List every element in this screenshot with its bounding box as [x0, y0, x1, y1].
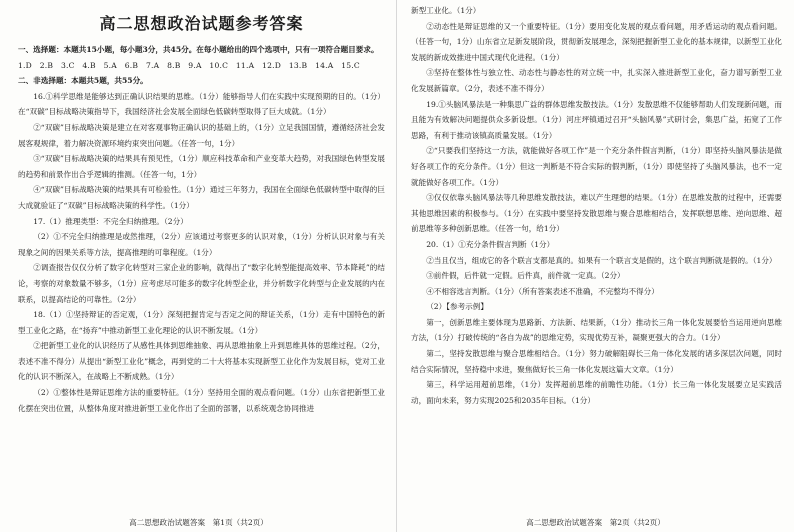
paragraph: ②动态性是辩证思维的又一个重要特征。（1分）要用变化发展的观点看问题，用矛盾运动的观点看问题。（任答一句，1分）山东省立足新发展阶段，贯彻新发展理念，深刻把握新型工业化的基本规律，以新型工业化发展的新成效推进中国式现代化进程。（1分）: [411, 21, 782, 62]
paragraph: ③前件假，后件就一定假。后件真，前件就一定真。（2分）: [426, 271, 625, 281]
page-footer: 高二思想政治试题答案 第1页（共2页）: [129, 518, 268, 527]
paragraph: ②“只要我们坚持这一方法，就能做好各项工作”是一个充分条件假言判断，（1分）即坚持头脑风暴法是做好各项工作的充分条件。（1分）但这一判断是不符合实际的假判断，（1分）即使坚持了头脑风暴法，也不一定就能做好各项工作。（1分）: [411, 146, 782, 187]
answer-key: 1.D 2.B 3.C 4.B 5.A 6.B 7.A 8.B 9.A 10.C 11.A 12.D 13.B 14.A 15.C: [18, 60, 360, 70]
paragraph: ③坚持在整体性与独立性、动态性与静态性的对立统一中，扎实深入推进新型工业化，奋力谱写新型工业化发展新篇章。（2分，表述不准不得分）: [411, 68, 782, 93]
paragraph: 新型工业化。（1分）: [411, 6, 481, 15]
paragraph: 19.①头脑风暴法是一种集思广益的群体思维发散技法。（1分）发散思维不仅能够帮助人们发现新问题，而且能为有效解决问题提供众多新设想。（1分）河庄坪镇通过召开“头脑风暴”式研讨会，集思广益，拓宽了工作思路，有利于推动该镇高质量发展。（1分）: [411, 99, 782, 140]
paragraph: 18.（1）①坚持辩证的否定观，（1分）深刻把握肯定与否定之间的辩证关系，（1分）走有中国特色的新型工业化之路，在“扬弃”中推动新型工业化理论的认识不断发展。（1分）: [18, 310, 385, 335]
paragraph: ②当且仅当，组成它的各个联言支都是真的。如果有一个联言支是假的，这个联言判断就是假的。（1分）: [426, 255, 777, 265]
paragraph: ②“双碳”目标战略决策是建立在对客观事物正确认识的基础上的，（1分）立足我国国情，遵循经济社会发展客观规律，着力解决资源环境约束突出问题。（任答一句，1分）: [18, 122, 385, 148]
paragraph: 20.（1）①充分条件假言判断（1分）: [426, 239, 555, 249]
page-title: 高二思想政治试题参考答案: [99, 14, 304, 33]
paragraph: （2）【参考示例】: [426, 302, 488, 312]
paragraph: ③“双碳”目标战略决策的结果具有预见性，（1分）顺应科技革命和产业变革大趋势，对我国绿色转型发展的趋势和前景作出合乎逻辑的推测。（任答一句，1分）: [18, 154, 385, 179]
page-2: [397, 0, 794, 532]
section1-header: 一、选择题：本题共15小题，每小题3分，共45分。在每小题给出的四个选项中，只有一项符合题目要求。: [18, 45, 379, 54]
paragraph: ②把新型工业化的认识经历了从感性具体到思维抽象、再从思维抽象上升到思维具体的思维过程。（2分，表述不准不得分）从提出“新型工业化”概念，再到党的二十大将基本实现新型工业化作为发展目标，党对工业化的认识不断深入，在战略上不断成熟。（1分）: [18, 341, 385, 382]
paragraph: ④“双碳”目标战略决策的结果具有可检验性。（1分）通过三年努力，我国在全面绿色低碳转型中取得的巨大成就验证了“双碳”目标战略决策的科学性。（1分）: [18, 185, 385, 210]
page-footer: 高二思想政治试题答案 第2页（共2页）: [526, 518, 665, 527]
paragraph: （2）①不完全归纳推理是或然推理，（2分）应该通过考察更多的认识对象，（1分）分析认识对象与有关现象之间的因果关系等方法，提高推理的可靠程度。（1分）: [18, 232, 385, 257]
paragraph: 17.（1）推理类型：不完全归纳推理。（2分）: [33, 216, 188, 226]
paragraph: ③仅仅依靠头脑风暴法等几种思维发散技法，难以产生理想的结果。（1分）在思维发散的过程中，还需要其他思维因素的积极参与。（1分）在实践中要坚持发散思维与聚合思维相结合，发挥联想思维、逆向思维、超前思维等多种创新思维。（任答一句，给1分）: [411, 193, 782, 234]
paragraph: 16.①科学思维是能够达到正确认识结果的思维。（1分）能够指导人们在实践中实现预期的目的。（1分）在“双碳”目标战略决策指导下，我国经济社会发展全面绿色低碳转型取得了巨大成就。（1分）: [18, 91, 385, 117]
paragraph: 第三，科学运用超前思维，（1分）发挥超前思维的前瞻性功能。（1分）长三角一体化发展要立足实践活动，面向未来，努力实现2025和2035年目标。（1分）: [411, 380, 782, 405]
paragraph: 第二，坚持发散思维与聚合思维相结合。（1分）努力破解阻碍长三角一体化发展的诸多深层次问题，同时结合实际情况，坚持稳中求进，聚焦做好长三角一体化发展这篇大文章。（1分）: [411, 349, 782, 374]
paragraph: （2）①整体性是辩证思维方法的重要特征。（1分）坚持用全面的观点看问题。（1分）山东省把新型工业化摆在突出位置，从整体角度对推进新型工业化作出了全面的部署，以系统观念协同推进: [18, 388, 385, 413]
paragraph: ④不相容选言判断。（1分）（所有答案表述不准确，不完整均不得分）: [426, 286, 659, 296]
section2-header: 二、非选择题：本题共5题，共55分。: [18, 76, 148, 86]
paragraph: 第一，创新思维主要体现为思路新、方法新、结果新，（1分）推动长三角一体化发展要恰当运用逆向思维方法，（1分）打破传统的“各自为战”的思维定势，实现优势互补，凝聚更强大的合力。（1分）: [411, 317, 782, 343]
paragraph: ②调查报告仅仅分析了数字化转型对三家企业的影响，就得出了“数字化转型能提高效率、节本降耗”的结论，考察的对象数量不够多，（1分）应考虑尽可能多的数字化转型企业，并分析数字化转型与企业发展的内在联系，以提高结论的可靠性。（2分）: [18, 263, 385, 304]
